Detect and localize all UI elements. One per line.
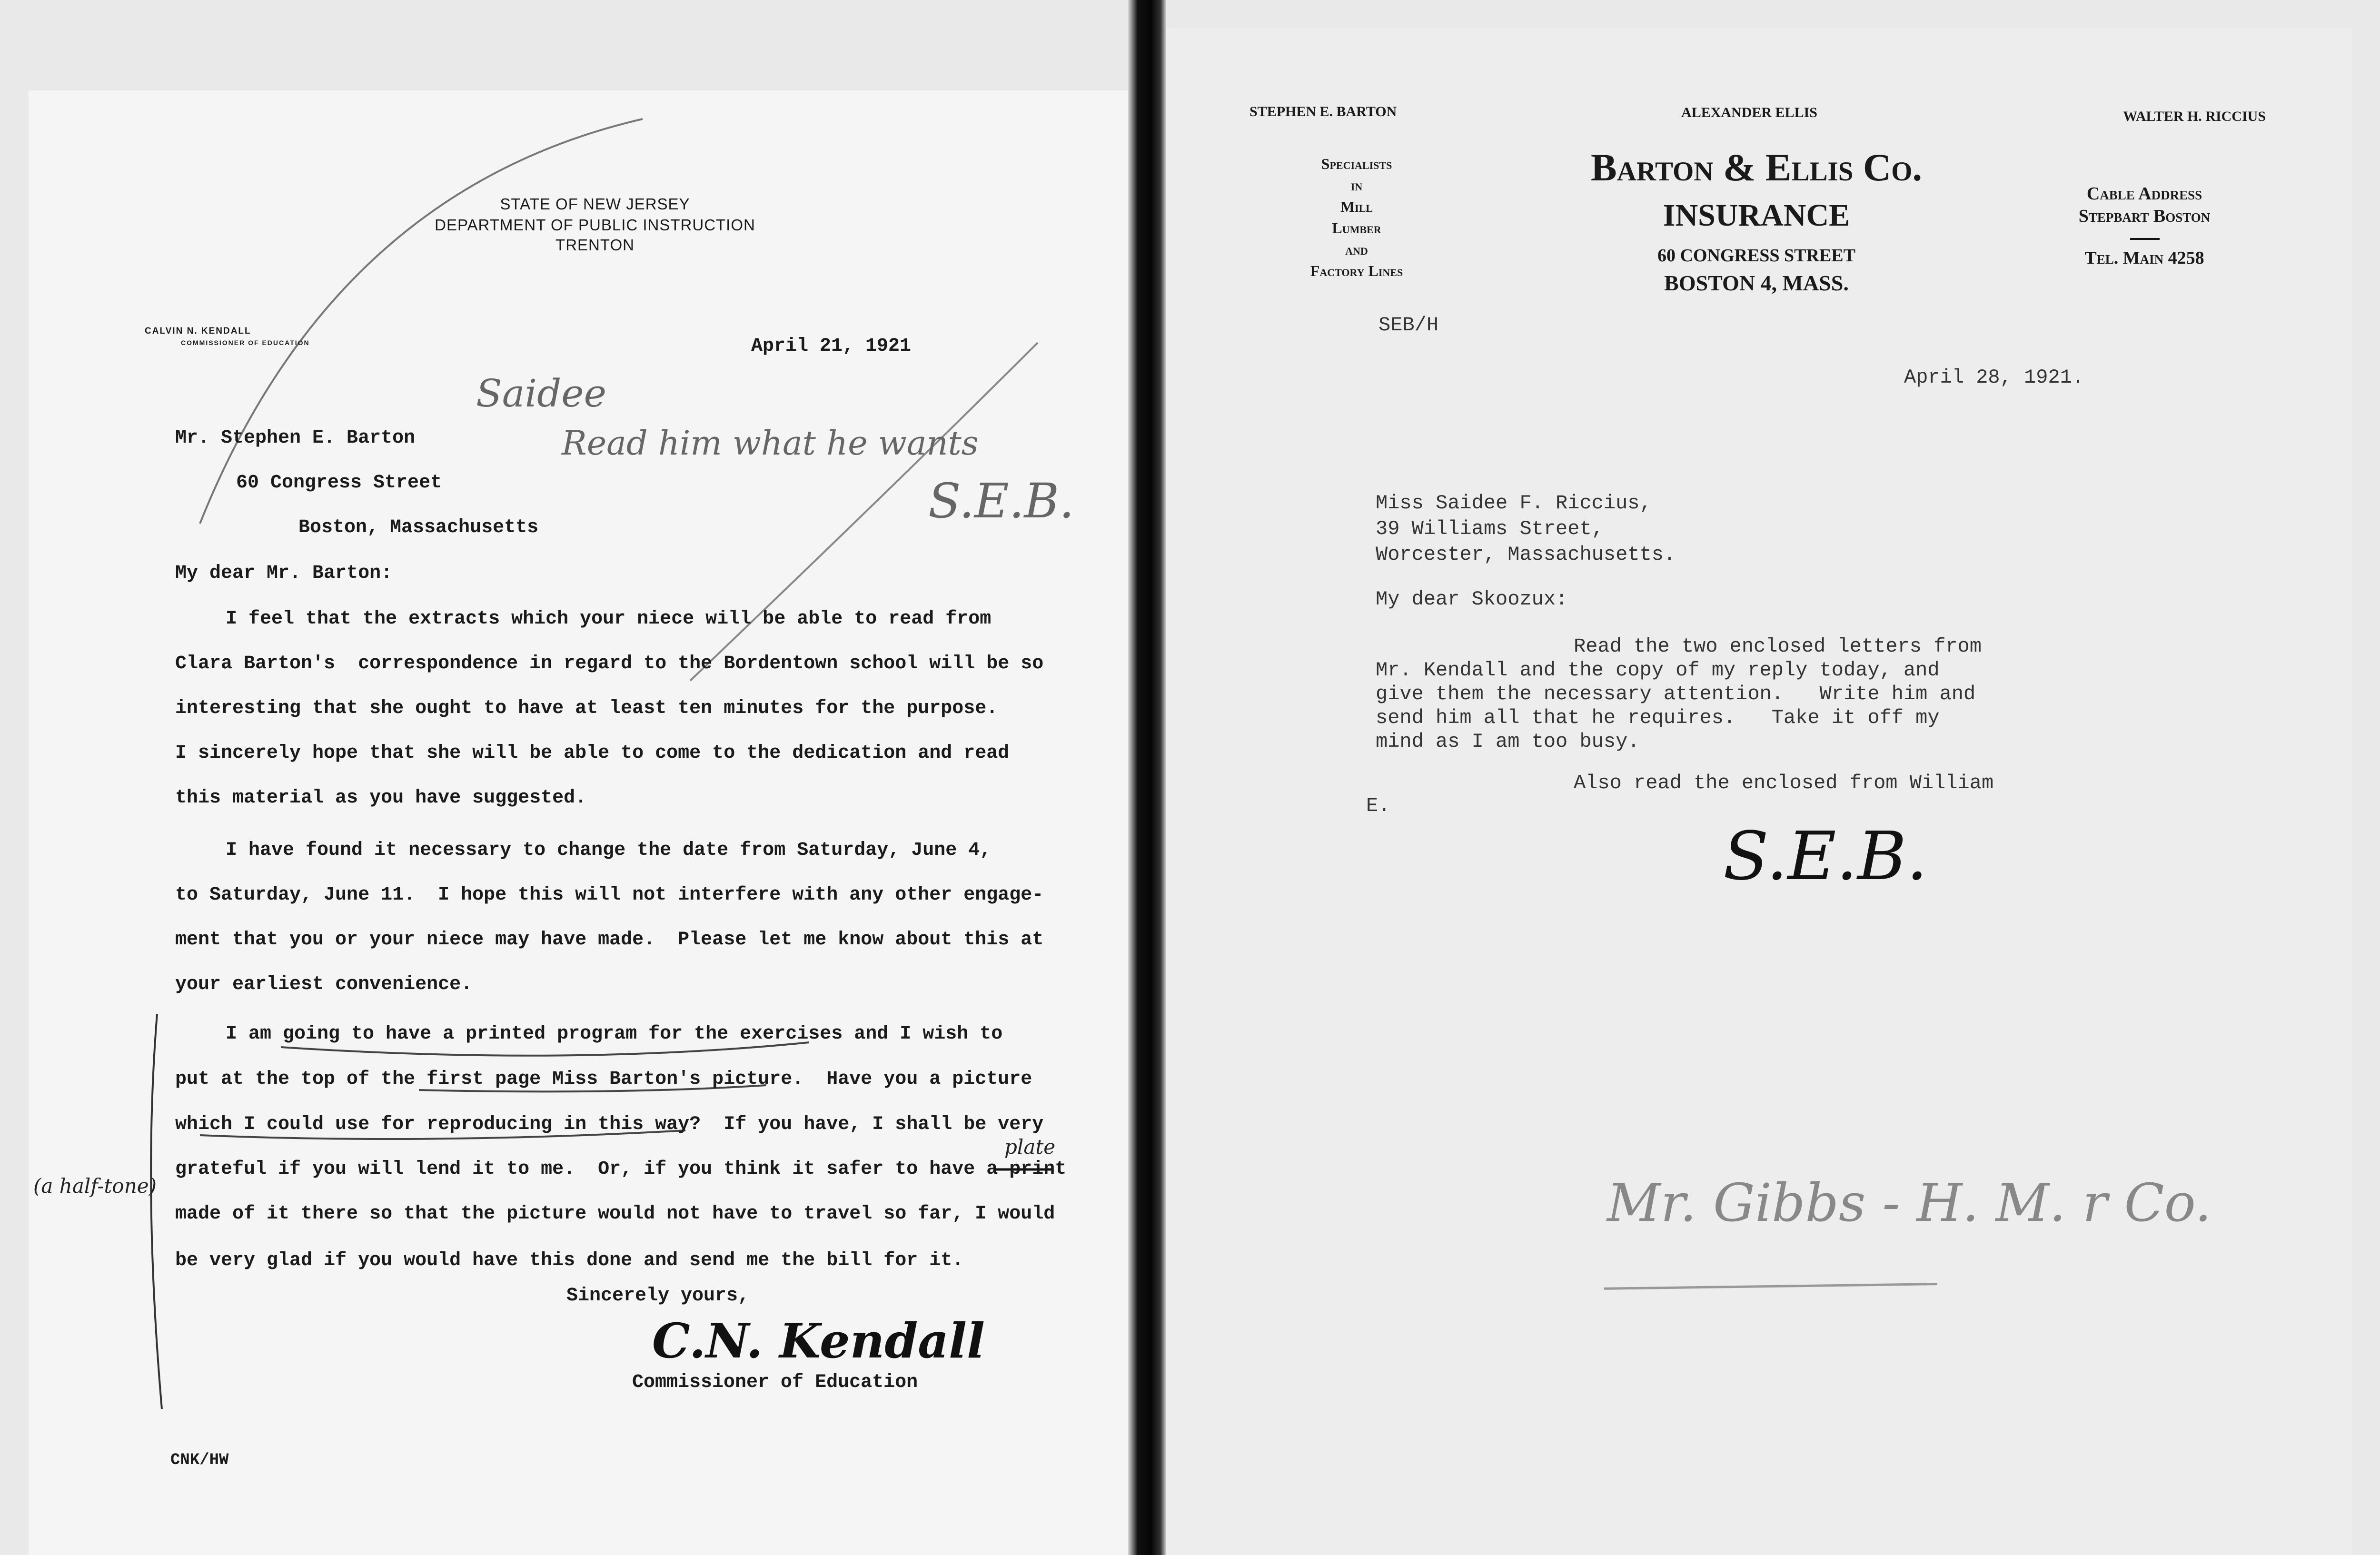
body-line: interesting that she ought to have at least ten minutes for the purpose. [175,698,998,719]
body-line: I sincerely hope that she will be able to come to the dedication and read [175,743,1010,764]
telephone: Tel. Main 4258 [2084,248,2204,268]
sender-title: COMMISSIONER OF EDUCATION [181,339,310,347]
body-line: I feel that the extracts which your niece will be able to read from [226,608,992,630]
letter-date: April 28, 1921. [1904,366,2084,389]
company-name: Barton & Ellis Co. [1591,146,1922,189]
body-line: I have found it necessary to change the date from Saturday, June 4, [226,840,992,861]
address-line: 60 Congress Street [236,472,442,494]
annotation-saidee: Saidee [476,371,606,416]
sender-name: CALVIN N. KENDALL [145,326,251,336]
body-line: this material as you have suggested. [175,787,587,809]
specialty-line: Mill [1340,198,1373,215]
annotation-half-tone: (a half-tone) [33,1174,157,1198]
body-line: give them the necessary attention. Write him and [1376,683,1976,705]
body-line: Mr. Kendall and the copy of my reply today, and [1376,659,1940,682]
address-line: Mr. Stephen E. Barton [175,427,416,449]
signature-title: Commissioner of Education [632,1372,918,1393]
partner-name: STEPHEN E. BARTON [1250,104,1397,119]
specialty-line: in [1350,177,1363,194]
body-line: which I could use for reproducing in this way? If you have, I shall be very [175,1114,1044,1135]
partner-name: WALTER H. RICCIUS [2123,109,2266,124]
body-line: be very glad if you would have this done and send me the bill for it. [175,1250,964,1271]
closing: Sincerely yours, [566,1285,750,1307]
body-line: mind as I am too busy. [1376,730,1640,753]
letter-date: April 21, 1921 [751,336,912,357]
letterhead-line: TRENTON [555,236,635,254]
pencil-stroke [200,119,643,524]
address-line: 39 Williams Street, [1376,517,1604,540]
divider [2130,238,2160,240]
salutation: My dear Skoozux: [1376,588,1568,611]
cable-label: Cable Address [2086,184,2202,204]
partner-name: ALEXANDER ELLIS [1681,105,1817,120]
address-line: Boston, Massachusetts [298,517,539,538]
barton-signature: S.E.B. [1723,818,1928,895]
kendall-signature: C.N. Kendall [652,1313,985,1369]
annotation-initials: S.E.B. [928,473,1074,529]
cable-address: Stepbart Boston [2078,206,2211,226]
city-address: BOSTON 4, MASS. [1664,271,1849,295]
body-line: send him all that he requires. Take it off my [1376,706,1940,729]
address-line: Miss Saidee F. Riccius, [1376,492,1652,515]
specialty-line: Specialists [1321,155,1392,172]
body-line: put at the top of the first page Miss Barton's picture. Have you a picture [175,1069,1032,1090]
handwritten-note: Mr. Gibbs - H. M. r Co. [1607,1172,2211,1233]
body-line: Clara Barton's correspondence in regard to the Bordentown school will be so [175,653,1044,674]
margin-bracket [151,1014,162,1409]
address-line: Worcester, Massachusetts. [1376,543,1676,566]
body-line: your earliest convenience. [175,974,473,995]
body-line: made of it there so that the picture would not have to travel so far, I would [175,1203,1055,1225]
specialty-line: and [1345,241,1368,258]
specialty-line: Lumber [1332,219,1381,237]
salutation: My dear Mr. Barton: [175,563,393,584]
body-line: I am going to have a printed program for the exercises and I wish to [226,1023,1003,1045]
reference-initials: SEB/H [1378,314,1439,337]
typist-initials: CNK/HW [170,1451,229,1469]
annotation-plate: plate [1004,1135,1056,1159]
body-line: to Saturday, June 11. I hope this will not interfere with any other engage- [175,884,1044,906]
body-line: Read the two enclosed letters from [1574,635,1982,658]
street-address: 60 CONGRESS STREET [1657,246,1855,266]
annotation-read: Read him what he wants [562,424,979,463]
letterhead-line: STATE OF NEW JERSEY [500,195,690,213]
specialty-line: Factory Lines [1310,262,1403,279]
body-line: grateful if you will lend it to me. Or, if you think it safer to have a print [175,1159,1067,1180]
body-line: ment that you or your niece may have made. Please let me know about this at [175,929,1044,951]
postscript-line: E. [1366,794,1390,817]
postscript-line: Also read the enclosed from William [1574,772,1994,794]
letterhead-line: DEPARTMENT OF PUBLIC INSTRUCTION [435,216,755,234]
business-line: INSURANCE [1663,198,1850,233]
